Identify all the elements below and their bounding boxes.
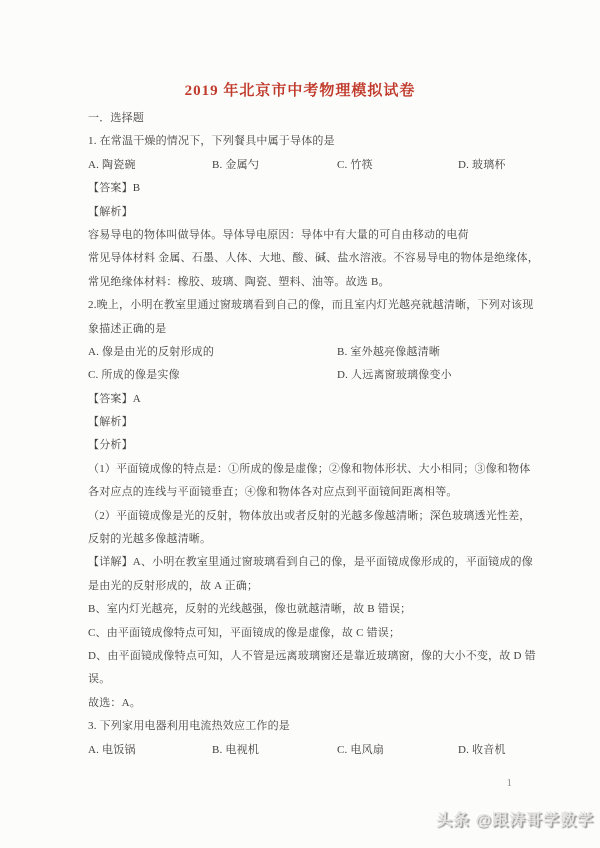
- q2-detail-line: B、室内灯光越亮，反射的光线越强，像也就越清晰，故 B 错误；: [88, 603, 412, 616]
- q2-option-b: B. 室外越亮像越清晰: [337, 345, 441, 358]
- section-heading: 一．选择题: [88, 112, 144, 124]
- page-number: 1: [506, 777, 512, 789]
- q3-option-d: D. 收音机: [458, 743, 506, 756]
- q2-options-row-1: [88, 341, 528, 364]
- q2-options-row-2: [88, 364, 528, 387]
- q2-fenxi-label: 【分析】: [88, 439, 133, 452]
- q2-detail-line: D、由平面镜成像特点可知，人不管是远离玻璃窗还是靠近玻璃窗，像的大小不变，故 D 错: [88, 649, 536, 662]
- q1-stem: 1. 在常温干燥的情况下，下列餐具中属于导体的是: [88, 135, 335, 148]
- q1-option-d: D. 玻璃杯: [458, 158, 506, 171]
- watermark: 头条 @跟涛哥学数学: [435, 812, 594, 829]
- q2-analysis-line: 各对应点的连线与平面镜垂直；④像和物体各对应点到平面镜间距离相等。: [88, 486, 458, 499]
- q2-analysis-line: （2）平面镜成像是光的反射，物体放出或者反射的光越多像越清晰；深色玻璃透光性差，: [88, 509, 531, 522]
- q3-options-row: [88, 739, 528, 762]
- q1-explanation-line: 常见绝缘体材料：橡胶、玻璃、陶瓷、塑料、油等。故选 B。: [88, 275, 390, 288]
- q2-stem-line: 2.晚上，小明在教室里通过窗玻璃看到自己的像，而且室内灯光越亮就越清晰，下列对该现: [88, 299, 534, 312]
- q2-option-a: A. 像是由光的反射形成的: [88, 345, 215, 358]
- page-title: 2019 年北京市中考物理模拟试卷: [184, 83, 416, 99]
- q2-option-d: D. 人远离窗玻璃像变小: [337, 369, 452, 382]
- q1-option-b: B. 金属勺: [212, 158, 260, 171]
- q1-answer-label: 【答案】B: [88, 182, 141, 195]
- q2-stem-line: 象描述正确的是: [88, 322, 167, 335]
- q2-answer-label: 【答案】A: [88, 392, 141, 405]
- q3-option-a: A. 电饭锅: [88, 743, 136, 756]
- q1-jiexi-label: 【解析】: [88, 205, 133, 218]
- q2-detail-line: 【详解】A、小明在教室里通过窗玻璃看到自己的像，是平面镜成像形成的，平面镜成的像: [88, 556, 533, 569]
- q3-stem: 3. 下列家用电器利用电流热效应工作的是: [88, 720, 290, 733]
- q1-option-a: A. 陶瓷碗: [88, 158, 136, 171]
- q3-option-b: B. 电视机: [212, 743, 260, 756]
- q2-detail-line: C、由平面镜成像特点可知，平面镜成的像是虚像，故 C 错误；: [88, 626, 401, 639]
- q1-options-row: [88, 154, 528, 177]
- q2-detail-line: 故选：A。: [88, 696, 141, 709]
- q2-detail-line: 是由光的反射形成的，故 A 正确；: [88, 579, 259, 592]
- q2-option-c: C. 所成的像是实像: [88, 369, 180, 382]
- q1-explanation-line: 常见导体材料 金属、石墨、人体、大地、酸、碱、盐水溶液。不容易导电的物体是绝缘体，: [88, 252, 539, 265]
- document-body: [88, 107, 539, 762]
- q1-option-c: C. 竹筷: [337, 158, 373, 171]
- q1-explanation-line: 容易导电的物体叫做导体。导体导电原因：导体中有大量的可自由移动的电荷: [88, 228, 469, 241]
- q3-option-c: C. 电风扇: [337, 743, 385, 756]
- q2-analysis-line: （1）平面镜成像的特点是：①所成的像是虚像；②像和物体形状、大小相同；③像和物体: [88, 462, 531, 475]
- q2-detail-line: 误。: [88, 673, 111, 686]
- q2-analysis-line: 反射的光越多像越清晰。: [88, 533, 212, 546]
- q2-jiexi-label: 【解析】: [88, 416, 133, 429]
